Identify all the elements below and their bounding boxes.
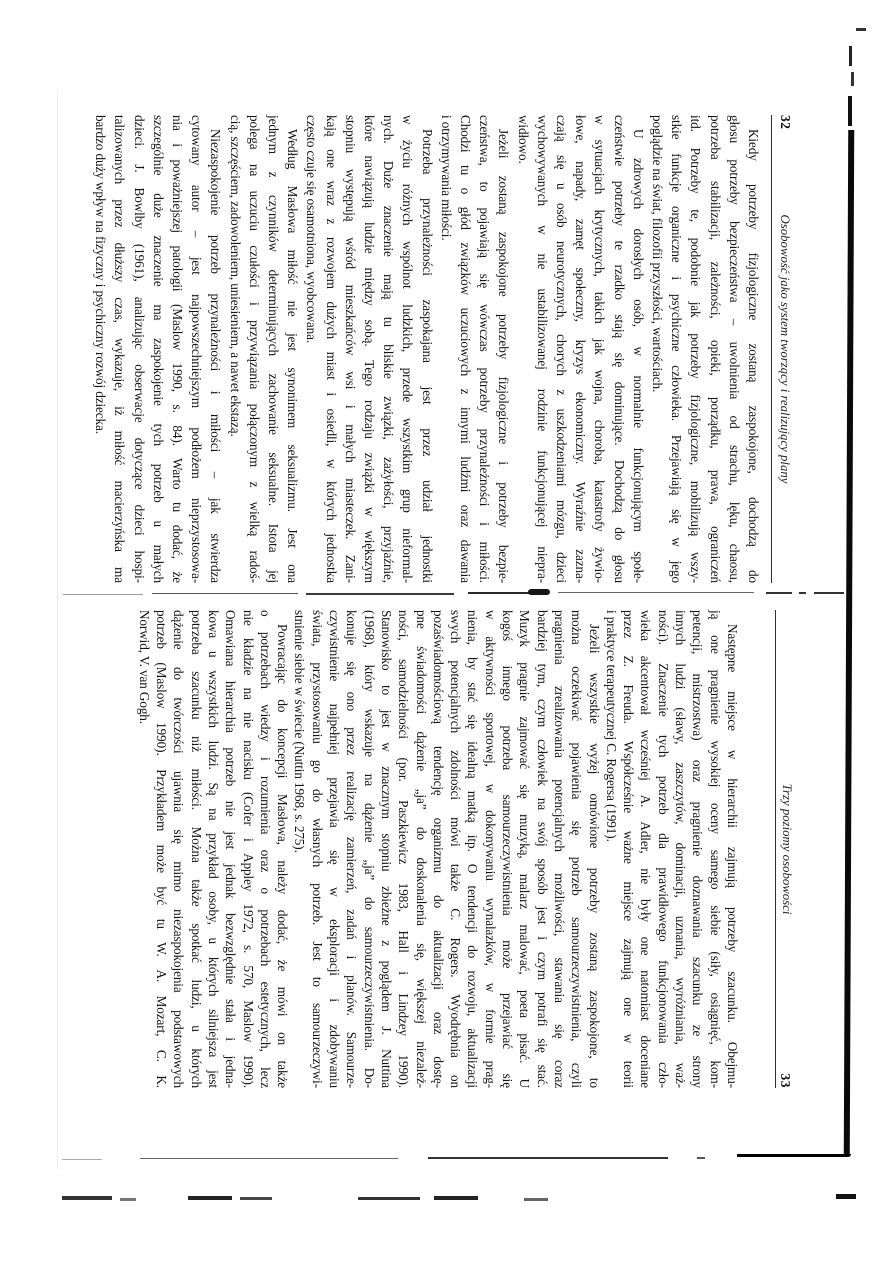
scan-edge-line [844,130,854,1154]
text-line: wychowywanych w nie ustabilizowanej rodzinie funkcjonującej niepra- [534,115,550,583]
text-line: kowa u wszystkich ludzi. Są na przykład osoby, u których silniejsza jest [206,610,221,1088]
text-line: Muzyk pragnie zajmować się muzyką, malarz malować, poeta pisać. U [517,610,533,1088]
text-line: Chodzi tu o głód związków uczuciowych z innymi ludźmi oraz dawania [458,115,473,583]
text-line: polega na uczuciu czułości i przywiązania połączonym z wielką radoś- [246,115,262,583]
text-line: pozaświadomościową tendencję organizmu do aktualizacji oraz dostę- [430,610,446,1088]
text-line: łowe, napady, zamęt społeczny, kryzys ekonomiczny. Wyraźnie zazna- [573,115,589,583]
page-edge-line [62,1159,102,1160]
text-line: stkie funkcje organiczne i psychiczne człowieka. Przejawiają się w jego [669,115,685,583]
text-line: Powracając do koncepcji Masłowa, należy dodać, że mówi on także [275,624,291,1088]
text-line: czeństwa, to pojawiają się wówczas potrzeby przynależności i miłości. [477,115,493,583]
text-line: i praktyce terapeutycznej C. Rogersa (1991). [603,610,619,842]
page-32 [81,115,793,583]
gutter-dash [799,592,806,594]
scan-edge-dash [851,72,854,86]
bottom-dash [188,1196,232,1200]
text-line: przez Z. Freuda. Współcześnie ważne miejsce zajmują one w teorii [621,610,637,1088]
text-line: Niezaspokojenie potrzeb przynależności i miłości – jak stwierdza [208,129,224,583]
page-edge-line [737,1154,851,1157]
bottom-dash [524,1198,548,1201]
gutter-line [558,592,754,593]
text-line: nia i poważniejszej patologii (Maslow 1990, s. 84). Warto tu dodać, że [170,115,185,583]
bottom-dash [434,1196,478,1200]
text-line: Według Masłowa miłość nie jest synonimem seksualizmu. Jest ona [285,129,301,583]
bottom-dash [836,1194,856,1199]
paper-edge-left [57,90,58,1170]
text-line: jednym z czynników determinujących zachowanie seksualne. Istota jej [266,115,281,583]
text-line: (1968), który wskazuje na dążenie „ja” do samourzeczywistnienia. Do- [361,610,377,1088]
text-line: ności, samodzielności (por. Paszkiewicz 1983, Hall i Lindzey 1990). [396,610,412,1088]
header-rule [771,115,772,583]
text-line: widłowo. [515,115,531,164]
header-rule [775,610,776,1088]
gutter-dash [766,592,792,594]
text-line: można oczekiwać pojawienia się potrzeb samourzeczywistnienia, czyli [569,610,585,1088]
text-line: potrzeba stabilizacji, zależności, opieki, porządku, prawa, ograniczeń [707,115,723,583]
text-line: Norwid, V. van Gogh. [136,610,152,725]
text-line: pragnienia zrealizowania potencjalnych możliwości, stawania się coraz [552,610,567,1088]
text-line: petencji, mistrzostwa) oraz pragnienie doznawania szacunku ze strony [690,610,706,1088]
text-line: w aktywności sportowej, w dokonywaniu wynalazków, w formie prag- [482,610,498,1088]
text-line: nienia, by stać się idealną matką itp. O tendencji do rozwoju, aktualizacji [465,610,481,1088]
text-line: potrzeb (Maslow 1990). Przykładem może być tu W. A. Mozart, C. K. [154,610,170,1088]
text-line: wieka akcentował wcześniej A. Adler, nie były one natomiast doceniane [638,610,654,1088]
text-line: szczególnie duże znaczenie ma zaspokojenie tych potrzeb u małych [150,115,166,583]
text-line: i otrzymywania miłości. [438,115,454,241]
page-number-32: 32 [778,115,793,130]
text-line: Omawiana hierarchia potrzeb nie jest jednak bezwzględnie stała i jedna- [223,610,239,1088]
text-line: ności). Znaczenie tych potrzeb dla prawidłowego funkcjonowania czło- [655,610,671,1088]
text-line: Jeżeli wszystkie wyżej omówione potrzeby zostaną zaspokojone, to [586,624,602,1088]
scan-speck [856,28,866,31]
text-line: nie kładzie na nie nacisku (Cofer i Appley 1972, s. 570, Maslow 1990). [240,610,256,1088]
text-line: pne świadomości dążenie „ja” do doskonalenia się, większej niezależ- [413,610,429,1088]
gutter-line [306,593,454,595]
text-line: w życiu różnych wspólnot ludzkich, przede wszystkim grup nieformal- [400,115,416,583]
text-line: nych. Duże znaczenie mają tu bliskie związki, zażyłości, przyjaźnie, [381,115,397,583]
text-line: U zdrowych dorosłych osób, w normalnie funkcjonującym społe- [630,129,646,583]
bottom-dash [62,1196,112,1200]
bottom-dash [358,1197,420,1200]
text-line: świata, przystosowaniu go do własnych potrzeb. Jest to samourzeczywi- [309,610,325,1088]
text-line: innych ludzi (sławy, zaszczytów, dominacji, uznania, wyróżniania, waż- [673,610,689,1088]
page-number-33: 33 [778,1073,793,1088]
gutter-line [152,593,298,594]
text-line: Stanowisko to jest w znacznym stopniu zbieżne z poglądem J. Nuttina [379,610,394,1088]
text-line: bardziej tym, czym człowiek na swój sposób jest i czym potrafi się stać. [534,610,550,1088]
text-line: Potrzeba przynależności zaspokajana jest przez udział jednostki [419,129,435,583]
gutter-blob [528,589,550,595]
text-line: o potrzebach wiedzy i rozumienia oraz o potrzebach estetycznych, lecz [257,610,273,1088]
text-line: często czuje się osamotniona, wyobcowana. [304,115,320,344]
page-edge-line [697,1157,705,1159]
text-line: czywistnienie najpełniej przejawia się w eksploracji i zdobywaniu [327,610,343,1088]
text-line: potrzeba szacunku niż miłości. Można także spotkać ludzi, u których [188,610,204,1088]
text-line: stnienie siebie w świecie (Nuttin 1968, s. 275). [292,610,308,853]
text-line: dzieci. J. Bowlby (1961), analizując obserwacje dotyczące dzieci hospi- [131,115,147,583]
gutter-line [63,594,143,595]
text-line: itd. Potrzeby te, podobnie jak potrzeby fizjologiczne, mobilizują wszy- [688,115,704,583]
text-line: cytowany autor – jest najpowszechniejszym podłożem nieprzystosowa- [189,115,205,583]
page-edge-line [140,1158,398,1159]
page-edge-line [428,1157,668,1159]
text-line: czają się u osób neurotycznych, chorych z uszkodzeniami mózgu, dzieci [554,115,569,583]
text-line: talizowanych przez dłuższy czas, wykazuje, iż miłość macierzyńska ma [112,115,128,583]
text-line: głosu potrzeby bezpieczeństwa – uwolnienia od strachu, lęku, chaosu, [726,115,742,583]
text-line: poglądzie na świat, filozofii przyszłości, wartościach. [650,115,665,393]
text-line: cią, szczęściem, zadowoleniem, uniesieniem, a nawet ekstazą. [227,115,243,437]
running-header-32: Osobowość jako system tworzący i realizujący plany [778,214,792,484]
text-line: konuje się ono przez realizację zamierzeń, zadań i planów. Samourze- [344,610,360,1088]
text-line: Jeżeli zostaną zaspokojone potrzeby fizjologiczne i potrzeby bezpie- [496,129,512,583]
text-line: czeństwie potrzeby te rzadko stają się dominujące. Dochodzą do głosu [611,115,627,583]
text-line: Następne miejsce w hierarchii zajmują potrzeby szacunku. Obejmu- [725,624,740,1088]
text-line: swych potencjalnych zdolności mówi także C. Rogers. Wyodrębnia on [448,610,464,1088]
bottom-dash [240,1197,272,1200]
text-line: kają one wraz z rozwojem dużych miast i osiedli, w których jednostka [323,115,339,583]
text-line: dążenie do twórczości ujawnia się mimo niezaspokojenia podstawowych [171,610,187,1088]
text-line: Kiedy potrzeby fizjologiczne zostaną zaspokojone, dochodzą do [746,129,761,583]
text-line: ją one pragnienie wysokiej oceny samego siebie (siły, osiągnięć, kom- [707,610,723,1088]
text-line: bardzo duży wpływ na fizyczny i psychiczny rozwój dziecka. [93,115,109,435]
text-line: które nawiązują ludzie między sobą. Tego rodzaju związki w większym [362,115,377,583]
text-line: stopniu występują wśród mieszkańców wsi i małych miasteczek. Zani- [342,115,358,583]
gutter-dash [814,592,844,594]
scan-edge-dash [849,46,852,66]
running-header-33: Trzy poziomy osobowości [780,783,794,915]
text-line: w sytuacjach krytycznych, takich jak wojna, choroba, katastrofy żywio- [592,115,608,583]
text-line: kogoś innego potrzeba samourzeczywistnienia może przejawiać się [500,610,516,1088]
scan-edge-dash [848,96,852,126]
page-33 [133,610,795,1088]
bottom-dash [120,1198,136,1201]
